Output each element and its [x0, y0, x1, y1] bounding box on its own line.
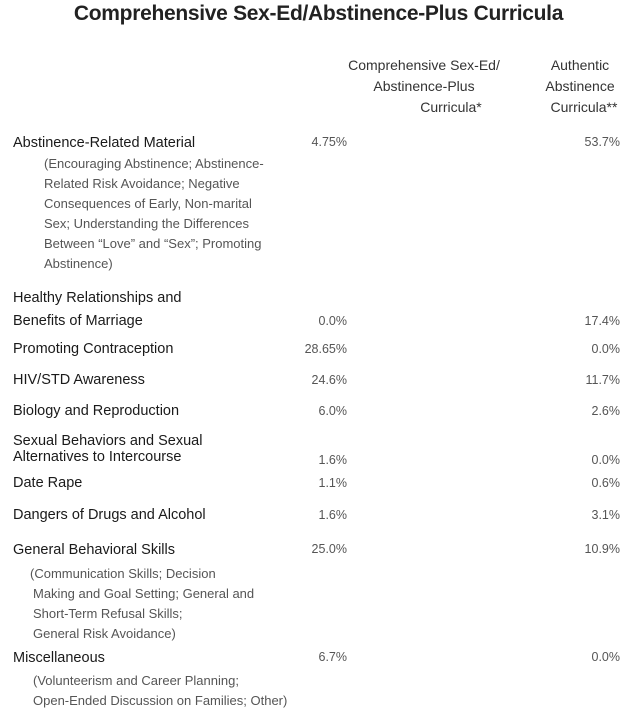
detail-line: Abstinence) — [44, 256, 113, 271]
value-comprehensive: 4.75% — [311, 135, 347, 149]
value-authentic: 0.0% — [591, 453, 620, 467]
category-line: Alternatives to Intercourse — [13, 449, 182, 465]
value-authentic: 0.6% — [591, 476, 620, 490]
detail-line: General Risk Avoidance) — [33, 626, 176, 641]
detail-line: Related Risk Avoidance; Negative — [44, 176, 240, 191]
row-category: Miscellaneous — [13, 650, 105, 666]
value-comprehensive: 0.0% — [318, 314, 347, 328]
category-line: Benefits of Marriage — [13, 313, 143, 329]
row-category — [13, 289, 181, 331]
row-category — [13, 432, 202, 467]
value-authentic: 53.7% — [584, 135, 620, 149]
column-header-line: Curricula* — [420, 99, 482, 115]
value-comprehensive: 24.6% — [311, 373, 347, 387]
detail-line: Between “Love” and “Sex”; Promoting — [44, 236, 262, 251]
detail-line: Consequences of Early, Non-marital — [44, 196, 252, 211]
page-title: Comprehensive Sex-Ed/Abstinence-Plus Curricula — [73, 2, 564, 25]
column-header-comprehensive — [318, 55, 530, 118]
column-header-line: Abstinence-Plus — [373, 78, 475, 94]
row-category: Promoting Contraception — [13, 341, 174, 357]
value-comprehensive: 1.6% — [318, 508, 347, 522]
row-detail — [33, 671, 287, 711]
value-comprehensive: 1.6% — [318, 453, 347, 467]
row-category: Date Rape — [13, 475, 83, 491]
detail-line: Making and Goal Setting; General and — [33, 586, 255, 601]
column-header-line: Comprehensive Sex-Ed/ — [348, 57, 500, 73]
category-line: Healthy Relationships and — [13, 290, 182, 306]
column-header-line: Authentic — [550, 57, 610, 73]
value-authentic: 11.7% — [585, 373, 620, 387]
value-authentic: 17.4% — [584, 314, 620, 328]
value-authentic: 3.1% — [591, 508, 620, 522]
category-line: Abstinence-Related Material — [13, 135, 196, 151]
detail-line: Short-Term Refusal Skills; — [33, 606, 183, 621]
detail-line: Open-Ended Discussion on Families; Other) — [33, 693, 288, 708]
row-category — [13, 134, 195, 153]
row-category: HIV/STD Awareness — [13, 372, 145, 388]
row-category: Dangers of Drugs and Alcohol — [13, 507, 206, 523]
column-header-line: Abstinence — [545, 78, 615, 94]
detail-line: (Encouraging Abstinence; Abstinence- — [44, 156, 264, 171]
row-category: General Behavioral Skills — [13, 542, 175, 558]
value-authentic: 10.9% — [584, 542, 620, 556]
row-detail — [30, 564, 254, 644]
value-authentic: 2.6% — [591, 404, 620, 418]
value-comprehensive: 1.1% — [318, 476, 347, 490]
row-category: Biology and Reproduction — [13, 403, 180, 419]
column-header-authentic — [528, 55, 632, 118]
value-authentic: 0.0% — [591, 342, 620, 356]
column-header-line: Curricula** — [550, 99, 618, 115]
category-line: Sexual Behaviors and Sexual — [13, 433, 203, 449]
value-comprehensive: 6.0% — [318, 404, 347, 418]
detail-line: Sex; Understanding the Differences — [44, 216, 249, 231]
value-comprehensive: 6.7% — [318, 650, 347, 664]
row-detail — [44, 154, 264, 274]
value-comprehensive: 28.65% — [304, 342, 347, 356]
detail-line: (Volunteerism and Career Planning; — [33, 673, 239, 688]
detail-line: (Communication Skills; Decision — [30, 566, 216, 581]
value-authentic: 0.0% — [591, 650, 620, 664]
value-comprehensive: 25.0% — [311, 542, 347, 556]
